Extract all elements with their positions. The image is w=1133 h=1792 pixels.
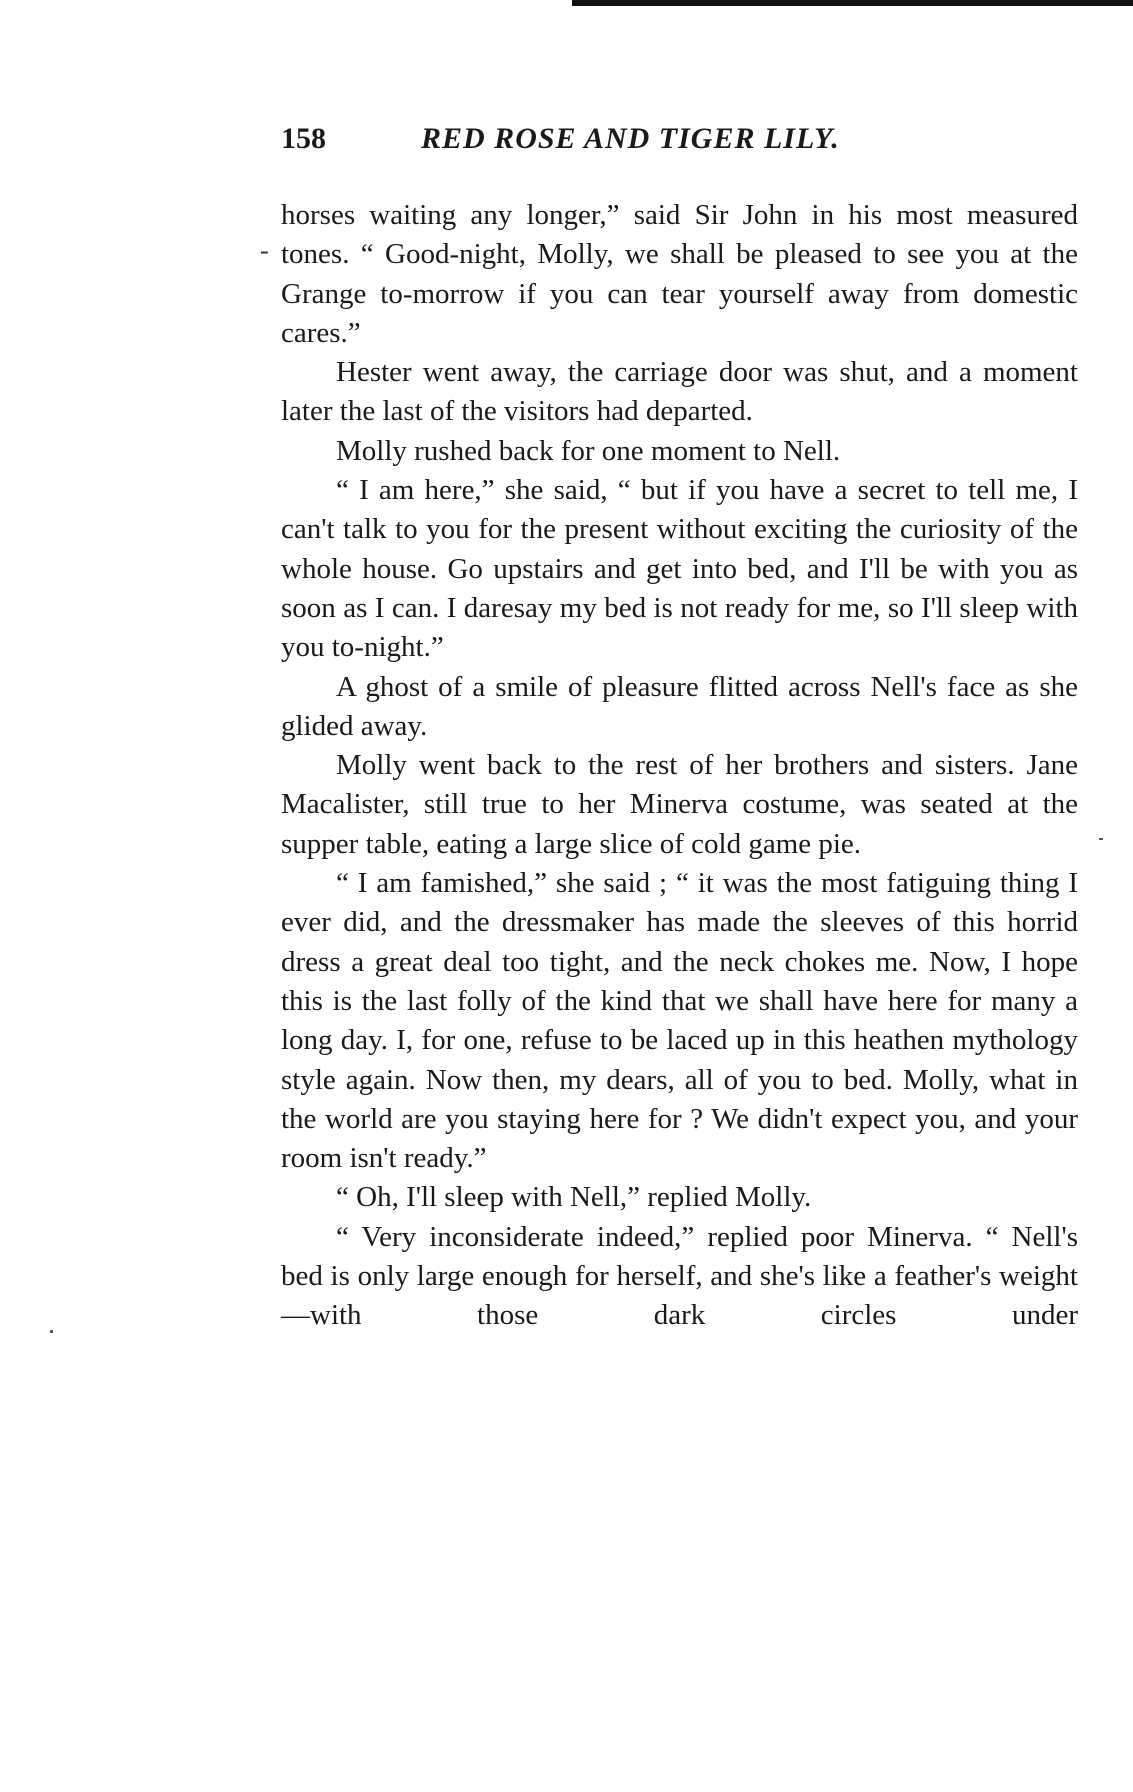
- paragraph: “ Very inconsiderate indeed,” replied poor Minerva. “ Nell's bed is only large enough for herself, and she's like a feather's weight—with those dark circles under: [281, 1220, 1078, 1332]
- top-rule: [572, 0, 1133, 6]
- paragraph: A ghost of a smile of pleasure flitted across Nell's face as she glided away.: [281, 670, 1078, 742]
- paragraph: horses waiting any longer,” said Sir John in his most measured tones. “ Good-night, Molly, we shall be pleased to see you at the Grange to-morrow if you can tear yourself away from domestic cares.”: [281, 199, 1078, 349]
- margin-mark: -: [260, 236, 269, 265]
- running-head: [281, 122, 1078, 162]
- paragraph: Molly rushed back for one moment to Nell.: [336, 434, 841, 467]
- paragraph: Molly went back to the rest of her brothers and sisters. Jane Macalister, still true to her Minerva costume, was seated at the supper table, eating a large slice of cold game pie.: [281, 749, 1078, 860]
- speck-mark: [1099, 838, 1103, 840]
- paragraph: “ Oh, I'll sleep with Nell,” replied Molly.: [336, 1181, 812, 1214]
- paragraph: Hester went away, the carriage door was shut, and a moment later the last of the visitors had departed.: [281, 356, 1078, 428]
- speck-mark: [50, 1330, 53, 1333]
- body-text: [281, 196, 1078, 1336]
- running-title: RED ROSE AND TIGER LILY.: [421, 122, 840, 155]
- page-number: 158: [281, 122, 326, 155]
- paragraph: “ I am famished,” she said ; “ it was the most fatiguing thing I ever did, and the dressmaker has made the sleeves of this horrid dress a great deal too tight, and the neck chokes me. Now, I hope this is the last folly of the kind that we shall have here for many a long day. I, for one, refuse to be laced up in this heathen mythology style again. Now then, my dears, all of you to bed. Molly, what in the world are you staying here for ? We didn't expect you, and your room isn't ready.”: [281, 867, 1078, 1175]
- paragraph: “ I am here,” she said, “ but if you have a secret to tell me, I can't talk to you for the present without exciting the curiosity of the whole house. Go upstairs and get into bed, and I'll be with you as soon as I can. I daresay my bed is not ready for me, so I'll sleep with you to-night.”: [281, 474, 1078, 664]
